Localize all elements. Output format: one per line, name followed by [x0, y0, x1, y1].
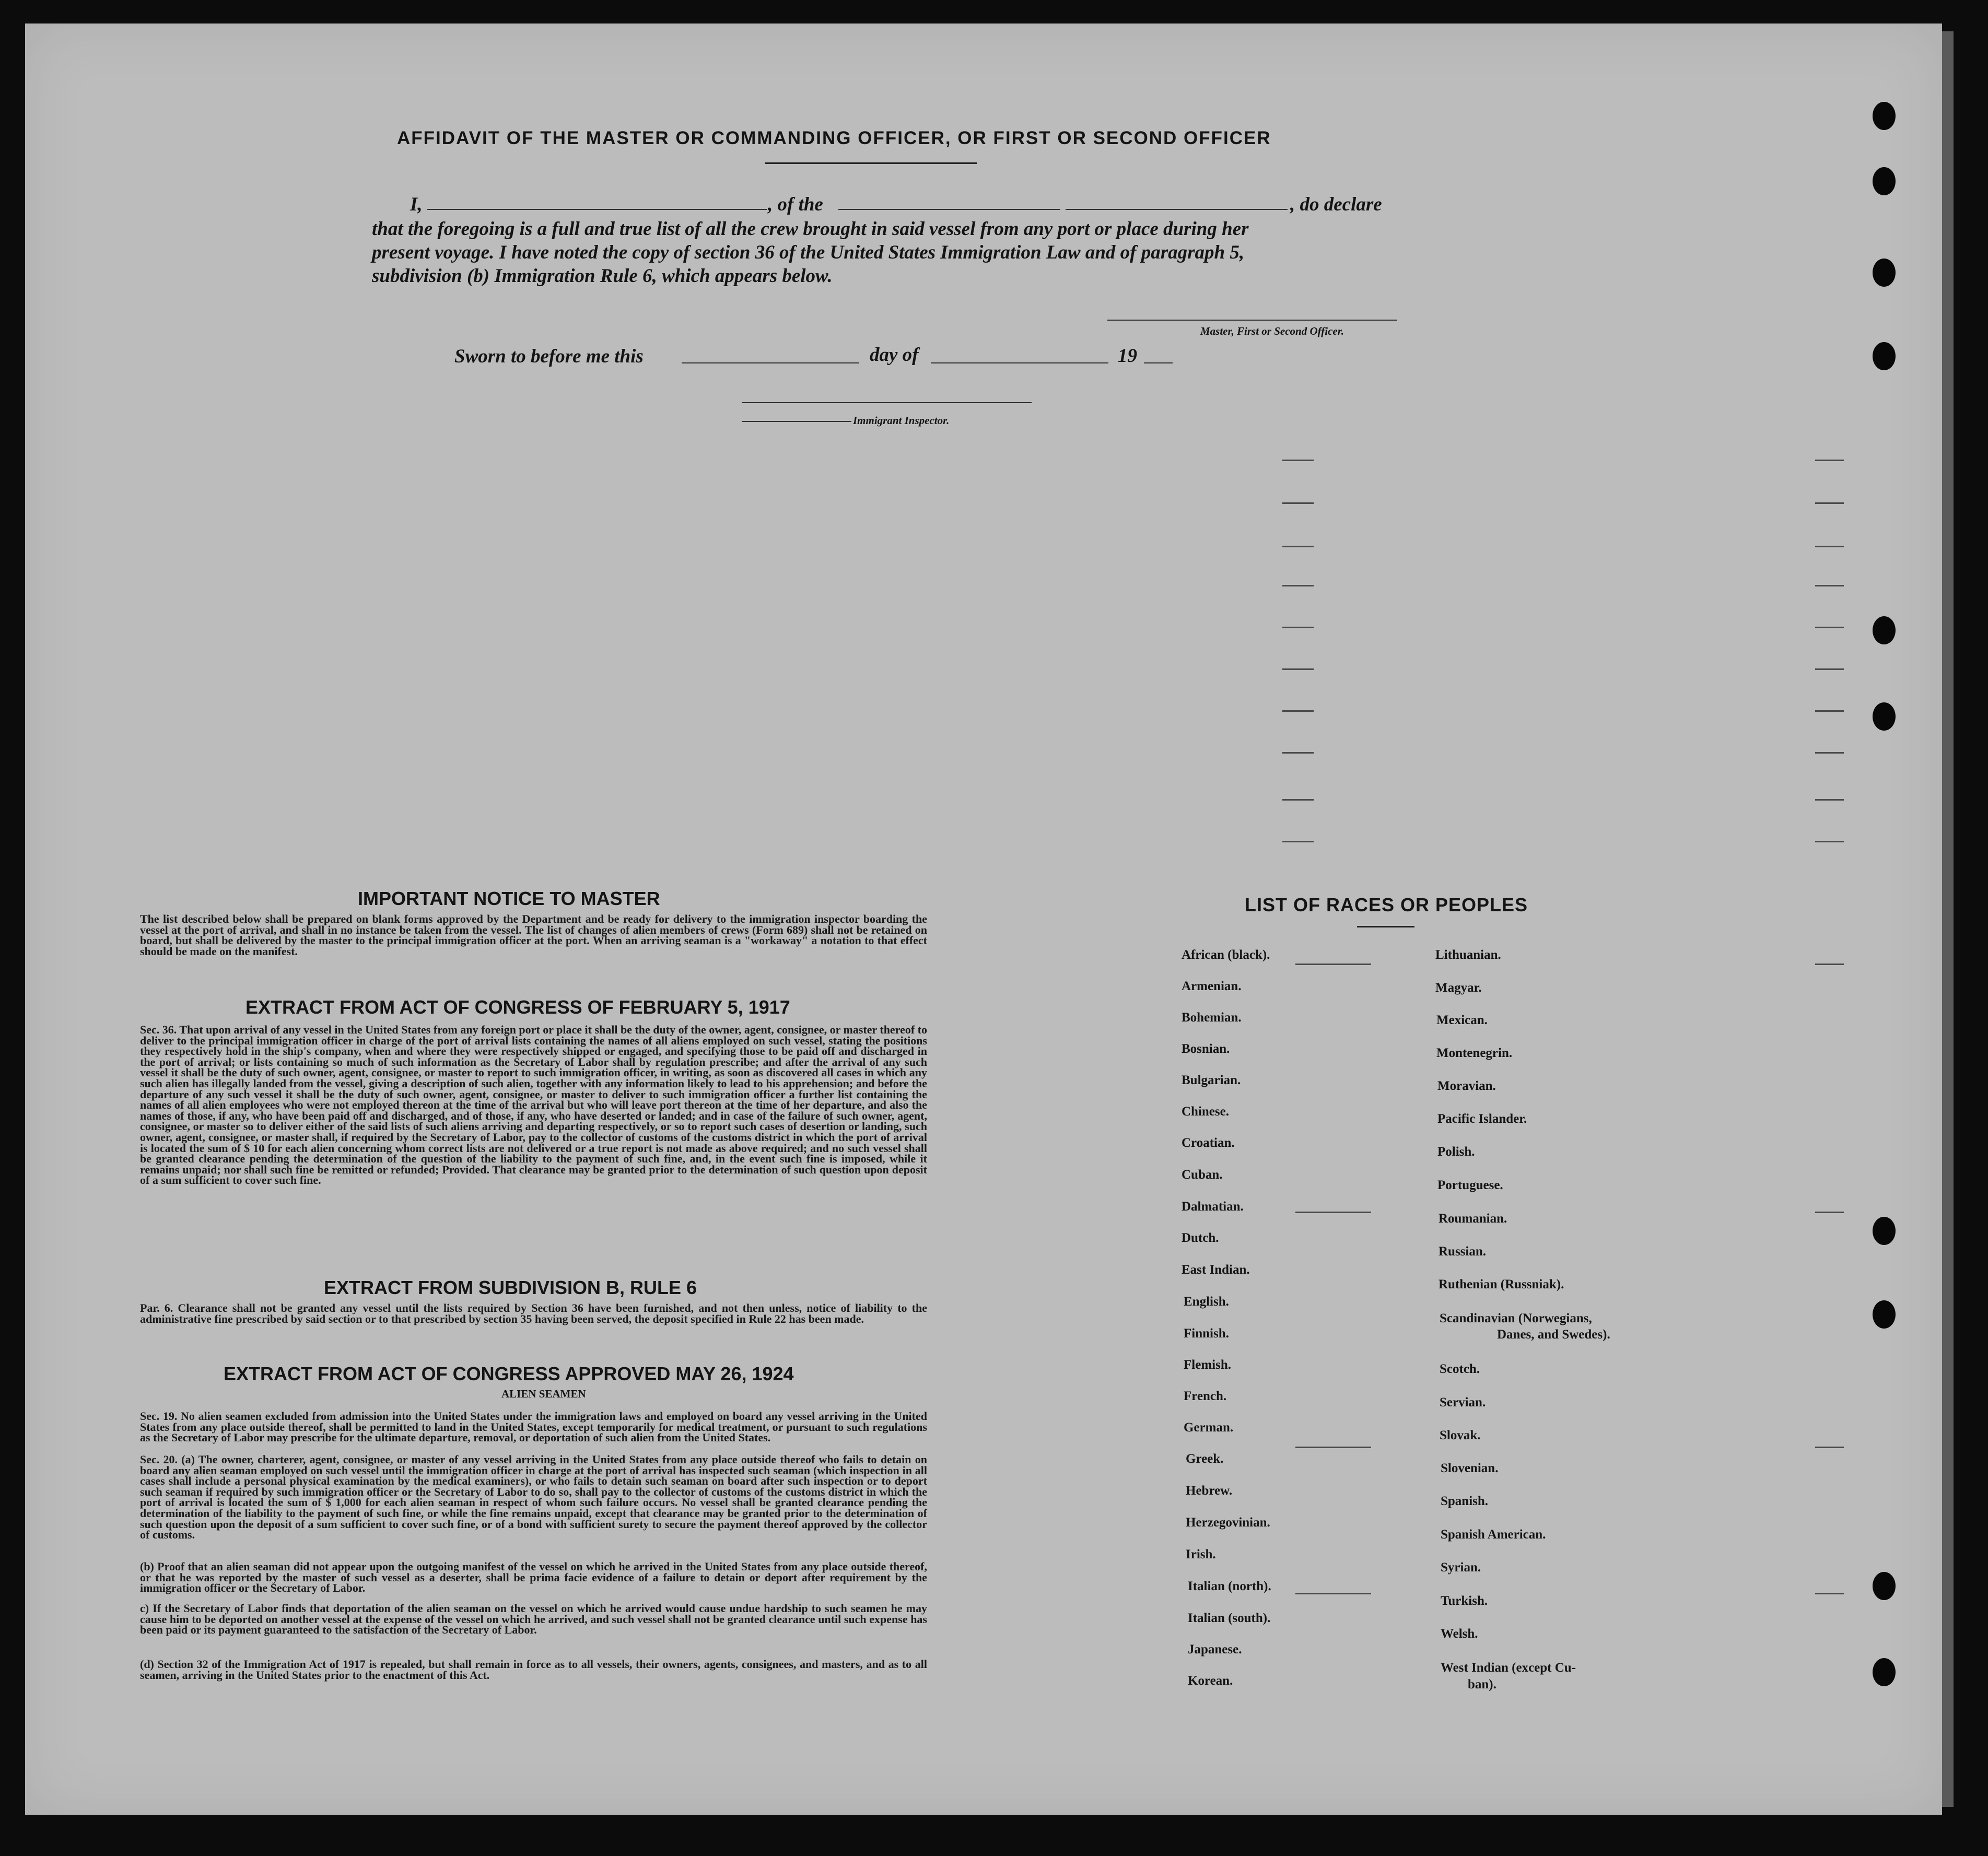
race-item: Italian (south).	[1188, 1611, 1271, 1625]
sec20b-text: (b) Proof that an alien seaman did not appear upon the outgoing manifest of the vessel on which he arrived in the United States from any place outside thereof, or that he was reported by the master of such vessel as a deserter, shall be prima facie evidence of a failure to detain or deport after requirement by the immigration officer or the Secretary of Labor.	[140, 1560, 927, 1595]
race-item: Lithuanian.	[1435, 948, 1501, 962]
sec20-text: Sec. 20. (a) The owner, charterer, agent, consignee, or master of any vessel arriving in the United States from any place outside thereof who fails to detain on board any alien seaman employed on such vessel until the immigration officer in charge at the port of arrival has inspected such seaman (which inspection in all cases shall include a personal physical examination by the medical examiners), or who fails to detain such seaman on board after such inspection or to deport such seaman if required by such immigration officer or the Secretary of Labor to do so, shall pay to the collector of customs of the customs district in which the port of arrival is located the sum of $ 1,000 for each alien seaman in respect of whom such failure occurs. No vessel shall be granted clearance pending the determination of the liability to the payment of such fine, or while the fine remains unpaid, except that clearance may be granted prior to the determination of such question upon the deposit of a sum sufficient to cover such fine, or of a bond with sufficient surety to secure the payment thereof approved by the collector of customs.	[140, 1453, 927, 1542]
year-blank	[1144, 362, 1173, 363]
affidavit-title: AFFIDAVIT OF THE MASTER OR COMMANDING OFFICER, OR FIRST OR SECOND OFFICER	[397, 128, 1271, 148]
race-item: Bulgarian.	[1182, 1073, 1241, 1087]
binder-hole	[1873, 259, 1896, 287]
race-item: Welsh.	[1441, 1627, 1478, 1641]
master-signature-label: Master, First or Second Officer.	[1200, 325, 1344, 337]
declaration-start: I,	[410, 194, 423, 215]
inspector-leader-line	[742, 421, 851, 422]
margin-dash	[1815, 799, 1844, 801]
race-item: Armenian.	[1182, 979, 1242, 993]
binder-hole	[1873, 1658, 1896, 1686]
race-item: English.	[1184, 1295, 1229, 1309]
sec20d-text: (d) Section 32 of the Immigration Act of 1917 is repealed, but shall remain in force as to all vessels, their owners, agents, consignees, and masters, and as to all seamen, arriving in the United States prior to the enactment of this Act.	[140, 1658, 927, 1682]
race-item: Russian.	[1439, 1244, 1487, 1259]
sec19-text: Sec. 19. No alien seamen excluded from admission into the United States under the immigration laws and employed on board any vessel arriving in the United States from any place outside thereof, shall be permitted to land in the United States, except temporarily for medical treatment, or pursuant to such regulations as the Secretary of Labor may prescribe for the ultimate departure, removal, or deportation of such alien from the United States.	[140, 1409, 927, 1444]
margin-dash	[1282, 752, 1314, 754]
race-item: French.	[1184, 1389, 1227, 1403]
race-item: Roumanian.	[1439, 1212, 1507, 1226]
race-item: Montenegrin.	[1436, 1046, 1513, 1060]
margin-dash	[1815, 502, 1844, 504]
race-item: Polish.	[1437, 1145, 1475, 1159]
race-item: Mexican.	[1436, 1013, 1488, 1027]
day-of-label: day of	[870, 344, 919, 366]
extract-1917-text: Sec. 36. That upon arrival of any vessel in the United States from any foreign port or place it shall be the duty of the owner, agent, consignee, or master thereof to deliver to the principal immigration officer in charge of the port of arrival lists containing the names of all aliens employed on such vessel, stating the positions they respectively hold in the ship's company, when and where they were respectively shipped or engaged, and specifying those to be paid off and discharged in the port of arrival; or lists containing so much of such information as the Secretary of Labor shall by regulation prescribe; and after the arrival of any such vessel it shall be the duty of such owner, agent, consignee, or master to report to such immigration officer, in writing, as soon as discovered all cases in which any such alien has illegally landed from the vessel, giving a description of such alien, together with any information likely to lead to his apprehension; and before the departure of any such vessel it shall be the duty of such owner, agent, consignee, or master to deliver to such immigration officer a further list containing the names of all alien employees who were not employed thereon at the time of the arrival but who will leave port thereon at the time of her departure, and also the names of those, if any, who have been paid off and discharged, and of those, if any, who have deserted or landed; and in case of the failure of such owner, agent, consignee, or master so to deliver either of the said lists of such aliens arriving and departing respectively, or so to report such cases of desertion or landing, such owner, agent, consignee, or master shall, if required by the Secretary of Labor, pay to the collector of customs of the customs district in which the port of arrival is located the sum of $ 10 for each alien concerning whom correct lists are not delivered or a true report is not made as above required; and no such vessel shall be granted clearance pending the determination of the question of the liability to the payment of such fine, and, in the event such fine is imposed, while it remains unpaid; nor shall such fine be remitted or refunded; Provided. That clearance may be granted prior to the determination of such question upon deposit of a sum sufficient to cover such fine.	[140, 1023, 927, 1187]
binder-hole	[1873, 342, 1896, 370]
race-item: Herzegovinian.	[1186, 1516, 1270, 1530]
declaration-line-2: that the foregoing is a full and true list of all the crew brought in said vessel from any port or place during her	[372, 218, 1249, 240]
race-item: Flemish.	[1184, 1358, 1231, 1372]
races-title: LIST OF RACES OR PEOPLES	[1245, 894, 1528, 915]
race-item: Cuban.	[1182, 1168, 1223, 1182]
race-item: Portuguese.	[1437, 1178, 1503, 1192]
race-item: Croatian.	[1182, 1136, 1235, 1150]
margin-dash	[1282, 799, 1314, 801]
notice-text: The list described below shall be prepared on blank forms approved by the Department and be ready for delivery to the immigration inspector boarding the vessel at the port of arrival, and shall in no instance be taken from the vessel. The list of changes of alien members of crews (Form 689) shall not be retained on board, but shall be delivered by the master to the principal immigration officer at the port. When an arriving seaman is a "workaway" a notation to that effect should be made on the manifest.	[140, 912, 927, 958]
race-item: Slovenian.	[1441, 1461, 1499, 1475]
race-item: African (black).	[1182, 948, 1270, 962]
race-item: West Indian (except Cu-	[1441, 1661, 1576, 1675]
race-leader-dash	[1295, 1212, 1371, 1213]
race-item: Magyar.	[1435, 981, 1482, 995]
name-blank	[427, 209, 767, 210]
margin-dash	[1815, 668, 1844, 670]
races-title-underline	[1357, 926, 1414, 927]
sec20c-text: c) If the Secretary of Labor finds that deportation of the alien seaman on the vessel on which he arrived would cause undue hardship to such seamen he may cause him to be deported on another vessel at the expense of the vessel on which he arrived, and such vessel shall not be granted clearance until such expense has been paid or its payment guaranteed to the satisfaction of the Secretary of Labor.	[140, 1602, 927, 1637]
sworn-month-blank	[931, 362, 1108, 363]
declaration-of: , of the	[768, 194, 823, 215]
margin-dash	[1282, 585, 1314, 586]
binder-hole	[1873, 1300, 1896, 1329]
binder-hole	[1873, 1572, 1896, 1600]
declaration-line-3: present voyage. I have noted the copy of section 36 of the United States Immigration Law and of paragraph 5,	[372, 242, 1245, 263]
race-leader-dash	[1815, 1447, 1844, 1448]
margin-dash	[1815, 841, 1844, 842]
declaration-end: , do declare	[1290, 194, 1382, 215]
margin-dash	[1815, 752, 1844, 754]
race-item: Italian (north).	[1188, 1579, 1271, 1593]
notice-title: IMPORTANT NOTICE TO MASTER	[358, 888, 660, 909]
race-item: Dalmatian.	[1182, 1200, 1244, 1214]
extract-1924-subtitle: ALIEN SEAMEN	[501, 1388, 586, 1400]
binder-hole	[1873, 616, 1896, 644]
inspector-signature-line	[742, 402, 1032, 403]
race-item: Scotch.	[1440, 1362, 1480, 1376]
master-signature-line	[1107, 320, 1397, 321]
sworn-day-blank	[682, 362, 859, 363]
race-item: Bosnian.	[1182, 1042, 1230, 1056]
margin-dash	[1282, 502, 1314, 504]
race-item: Servian.	[1440, 1395, 1486, 1409]
race-leader-dash	[1815, 964, 1844, 965]
race-item: ban).	[1468, 1677, 1496, 1691]
year-label: 19	[1118, 345, 1137, 367]
sworn-label: Sworn to before me this	[454, 346, 644, 367]
binder-hole	[1873, 102, 1896, 130]
margin-dash	[1282, 710, 1314, 712]
race-leader-dash	[1815, 1593, 1844, 1594]
margin-dash	[1282, 841, 1314, 842]
race-item: German.	[1184, 1420, 1234, 1435]
race-item: Dutch.	[1182, 1231, 1219, 1245]
margin-dash	[1815, 546, 1844, 547]
extract-1917-title: EXTRACT FROM ACT OF CONGRESS OF FEBRUARY 5, 1917	[245, 996, 790, 1018]
race-item: Korean.	[1188, 1674, 1233, 1688]
race-item: Finnish.	[1184, 1326, 1229, 1341]
race-item: East Indian.	[1182, 1263, 1250, 1277]
inspector-label: Immigrant Inspector.	[853, 414, 950, 427]
race-item: Ruthenian (Russniak).	[1439, 1277, 1564, 1291]
race-item: Slovak.	[1440, 1428, 1481, 1442]
title-underline	[765, 162, 977, 164]
race-item: Turkish.	[1441, 1594, 1488, 1608]
race-item: Japanese.	[1188, 1642, 1242, 1657]
race-item: Chinese.	[1182, 1105, 1229, 1119]
margin-dash	[1815, 460, 1844, 461]
binder-hole	[1873, 167, 1896, 195]
margin-dash	[1282, 668, 1314, 670]
race-item: Spanish American.	[1441, 1528, 1546, 1542]
race-leader-dash	[1815, 1212, 1844, 1213]
margin-dash	[1815, 627, 1844, 628]
declaration-line-4: subdivision (b) Immigration Rule 6, which appears below.	[372, 265, 833, 287]
margin-dash	[1282, 627, 1314, 628]
race-leader-dash	[1295, 964, 1371, 965]
race-item: Greek.	[1186, 1452, 1224, 1466]
binder-hole	[1873, 1217, 1896, 1245]
race-item: Danes, and Swedes).	[1497, 1328, 1610, 1342]
subdivision-title: EXTRACT FROM SUBDIVISION B, RULE 6	[324, 1277, 697, 1298]
margin-dash	[1815, 585, 1844, 586]
vessel-blank-1	[838, 209, 1060, 210]
race-item: Spanish.	[1441, 1494, 1489, 1508]
vessel-blank-2	[1066, 209, 1288, 210]
race-item: Hebrew.	[1186, 1484, 1233, 1498]
race-item: Moravian.	[1437, 1079, 1496, 1093]
race-item: Pacific Islander.	[1437, 1112, 1527, 1126]
race-leader-dash	[1295, 1593, 1371, 1594]
race-item: Syrian.	[1441, 1560, 1481, 1575]
margin-dash	[1282, 460, 1314, 461]
race-item: Irish.	[1186, 1547, 1216, 1561]
margin-dash	[1815, 710, 1844, 712]
sheet-edge	[1942, 31, 1954, 1807]
extract-1924-title: EXTRACT FROM ACT OF CONGRESS APPROVED MAY 26, 1924	[224, 1363, 794, 1384]
margin-dash	[1282, 546, 1314, 547]
race-item: Bohemian.	[1182, 1011, 1242, 1025]
race-item: Scandinavian (Norwegians,	[1440, 1311, 1592, 1325]
race-leader-dash	[1295, 1447, 1371, 1448]
binder-hole	[1873, 702, 1896, 731]
subdivision-text: Par. 6. Clearance shall not be granted any vessel until the lists required by Section 36 have been furnished, and not then unless, notice of liability to the administrative fine prescribed by said section or to that prescribed by section 35 having been served, the deposit specified in Rule 22 has been made.	[140, 1301, 927, 1325]
